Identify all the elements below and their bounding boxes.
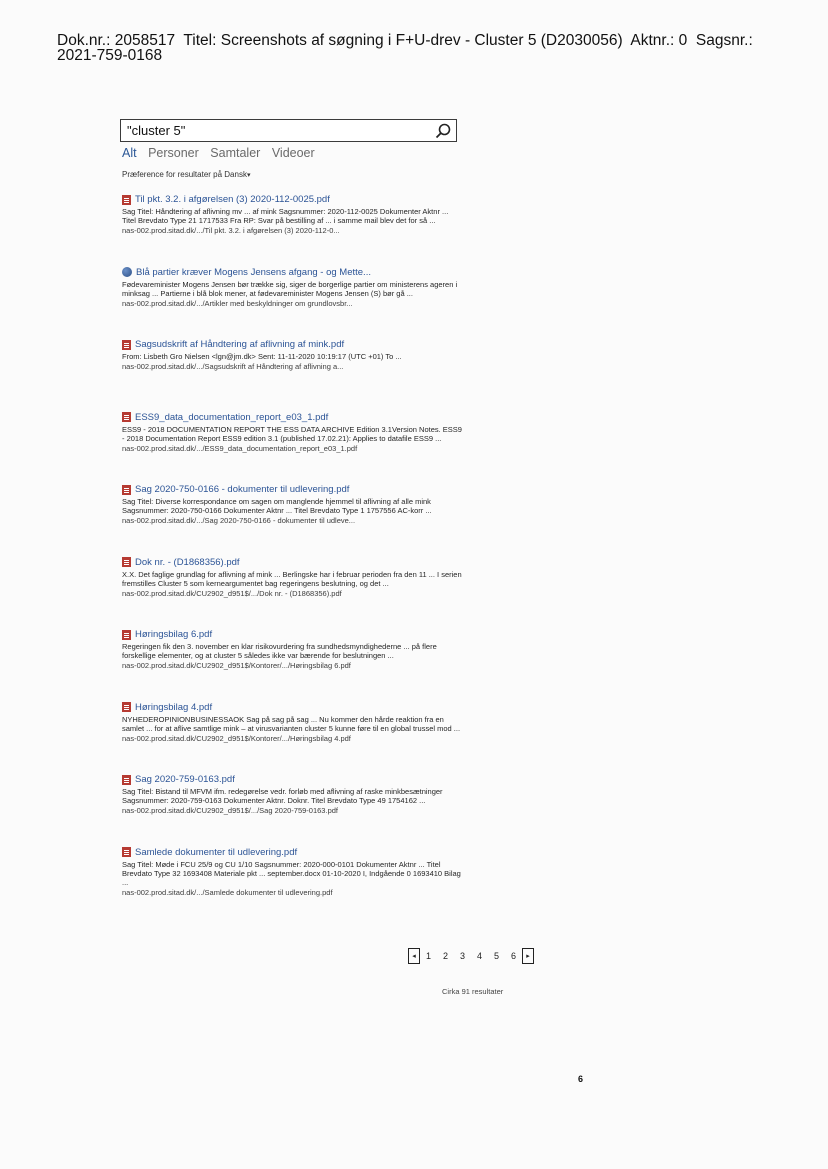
list-item (122, 267, 462, 340)
tab-samtaler[interactable]: Samtaler (210, 146, 261, 160)
result-title-link[interactable] (122, 484, 462, 495)
result-url: nas-002.prod.sitad.dk/.../ESS9_data_documentation_report_e03_1.pdf (122, 443, 358, 453)
result-title[interactable]: Høringsbilag 6.pdf (135, 629, 213, 640)
result-snippet: Regeringen fik den 3. november en klar risikovurdering fra sundhedsmyndighederne ... på flere forskellige elementer, og at cluster 5 således ikke var bærende for beslutningen ... (122, 642, 437, 661)
pdf-icon (122, 557, 131, 567)
list-item (122, 847, 462, 920)
pdf-icon (122, 412, 131, 422)
result-snippet: X.X. Det faglige grundlag for aflivning af mink ... Berlingske har i februar perioden fra den 11 ... I serien fremstilles Cluster 5 som kerneargumentet bag regeringens beslutning, og det ... (122, 569, 462, 588)
result-title[interactable]: Høringsbilag 4.pdf (135, 701, 213, 713)
result-snippet: From: Lisbeth Gro Nielsen <lgn@jm.dk> Sent: 11-11-2020 10:19:17 (UTC +01) To ... (122, 352, 402, 361)
result-snippet: Sag Titel: Bistand til MFVM ifm. redegørelse vedr. forløb med aflivning af raske minkbesætninger Sagsnummer: 2020-759-0163 Dokumenter Aktnr. Doknr. Titel Brevdato Type 49 1754162 ... (122, 787, 443, 806)
results-list (122, 194, 462, 919)
pdf-icon (122, 485, 131, 495)
result-title-link[interactable] (122, 702, 462, 713)
result-snippet: Fødevareminister Mogens Jensen bør trække sig, siger de borgerlige partier om ministerens ageren i minksag ... Partierne i blå blok mener, at fødevareminister Mogens Jensen (S) bør gå ... (122, 279, 458, 298)
tab-alt[interactable]: Alt (122, 146, 137, 160)
result-title[interactable]: Sagsudskrift af Håndtering af aflivning af mink.pdf (135, 339, 345, 350)
result-snippet: ESS9 - 2018 DOCUMENTATION REPORT THE ESS DATA ARCHIVE Edition 3.1Version Notes. ESS9 - 2018 Documentation Report ESS9 edition 3.1 (published 17.02.21): Applies to datafile ESS9 ... (122, 424, 462, 443)
chevron-down-icon[interactable]: ▾ (246, 172, 251, 179)
page-link[interactable]: 5 (493, 951, 499, 961)
list-item (122, 412, 462, 485)
language-preference-label[interactable]: Præference for resultater på Dansk (122, 170, 247, 179)
result-url: nas-002.prod.sitad.dk/CU2902_d951$/Kontorer/.../Høringsbilag 4.pdf (122, 733, 351, 743)
tab-videoer[interactable]: Videoer (271, 146, 315, 160)
result-snippet: NYHEDEROPINIONBUSINESSAOK Sag på sag på sag ... Nu kommer den hårde reaktion fra en samlet ... for at aflive samtlige mink – at virusvarianten cluster 5 kunne føre til en global trussel mod ... (122, 714, 461, 733)
result-title-link[interactable] (122, 847, 462, 858)
pdf-icon (122, 702, 131, 712)
pdf-icon (122, 340, 131, 350)
pdf-icon (122, 630, 131, 640)
list-item (122, 702, 462, 775)
document-header (57, 33, 797, 63)
doc-sagsnr-value: 2021-759-0168 (57, 47, 163, 64)
page-link[interactable]: 6 (510, 951, 516, 961)
search-query[interactable]: "cluster 5" (127, 123, 186, 138)
result-count: Cirka 91 resultater (442, 987, 504, 996)
result-url: nas-002.prod.sitad.dk/.../Sag 2020-750-0166 - dokumenter til udleve... (122, 516, 356, 526)
page-link[interactable]: 4 (476, 951, 482, 961)
search-icon[interactable] (434, 122, 452, 140)
doc-aktnr: Aktnr.: 0 (630, 32, 688, 49)
result-url: nas-002.prod.sitad.dk/CU2902_d951$/Kontorer/.../Høringsbilag 6.pdf (122, 661, 351, 671)
result-snippet: Sag Titel: Møde i FCU 25/9 og CU 1/10 Sagsnummer: 2020-000-0101 Dokumenter Aktnr ... Titel Brevdato Type 32 1693408 Materiale pkt ... september.docx 01-10-2020 I, Indgående 0 1693410 Bilag ... (122, 859, 461, 887)
doc-title: Titel: Screenshots af søgning i F+U-drev - Cluster 5 (D2030056) (183, 32, 623, 49)
result-title[interactable]: Dok nr. - (D1868356).pdf (135, 556, 240, 568)
result-title[interactable]: ESS9_data_documentation_report_e03_1.pdf (135, 411, 329, 423)
result-title-link[interactable] (122, 267, 462, 278)
list-item (122, 774, 462, 847)
result-title-link[interactable] (122, 412, 462, 423)
language-preference[interactable] (122, 170, 250, 179)
result-title-link[interactable] (122, 557, 462, 568)
doc-number: Dok.nr.: 2058517 (57, 32, 176, 49)
page-number: 6 (578, 1074, 584, 1084)
result-title[interactable]: Blå partier kræver Mogens Jensens afgang - og Mette... (136, 266, 371, 278)
result-url: nas-002.prod.sitad.dk/.../Samlede dokumenter til udlevering.pdf (122, 888, 333, 898)
search-input[interactable] (120, 119, 457, 142)
pdf-icon (122, 847, 131, 857)
next-page-button[interactable]: ▸ (522, 948, 534, 964)
pagination (408, 948, 534, 964)
result-title-link[interactable] (122, 339, 462, 350)
result-title-link[interactable] (122, 629, 462, 640)
list-item (122, 484, 462, 557)
result-snippet: Sag Titel: Diverse korrespondance om sagen om manglende hjemmel til aflivning af alle mink Sagsnummer: 2020-750-0166 Dokumenter Aktnr ... Titel Brevdato Type 1 1757556 AC-korr ... (122, 497, 432, 516)
page-link[interactable]: 1 (425, 951, 431, 961)
list-item (122, 339, 462, 412)
tab-personer[interactable]: Personer (148, 146, 199, 160)
result-title-link[interactable] (122, 194, 462, 205)
page-link[interactable]: 2 (442, 951, 448, 961)
result-title[interactable]: Sag 2020-750-0166 - dokumenter til udlevering.pdf (135, 484, 350, 495)
result-title[interactable]: Til pkt. 3.2. i afgørelsen (3) 2020-112-0025.pdf (135, 194, 330, 205)
result-url: nas-002.prod.sitad.dk/.../Til pkt. 3.2. i afgørelsen (3) 2020-112-0... (122, 226, 340, 236)
result-url: nas-002.prod.sitad.dk/.../Sagsudskrift af Håndtering af aflivning a... (122, 362, 344, 372)
pdf-icon (122, 775, 131, 785)
doc-sagsnr-label: Sagsnr.: (695, 32, 753, 49)
page-link[interactable]: 3 (459, 951, 465, 961)
list-item (122, 629, 462, 702)
search-tabs (122, 146, 323, 160)
web-icon (122, 267, 132, 277)
prev-page-button[interactable]: ◂ (408, 948, 420, 964)
result-url: nas-002.prod.sitad.dk/CU2902_d951$/.../Dok nr. - (D1868356).pdf (122, 588, 342, 598)
result-url: nas-002.prod.sitad.dk/CU2902_d951$/.../Sag 2020-759-0163.pdf (122, 806, 338, 816)
result-title-link[interactable] (122, 774, 462, 785)
pdf-icon (122, 195, 131, 205)
result-title[interactable]: Samlede dokumenter til udlevering.pdf (135, 846, 298, 858)
list-item (122, 557, 462, 630)
result-url: nas-002.prod.sitad.dk/.../Artikler med beskyldninger om grundlovsbr... (122, 298, 353, 308)
result-title[interactable]: Sag 2020-759-0163.pdf (135, 774, 235, 785)
list-item (122, 194, 462, 267)
result-snippet: Sag Titel: Håndtering af aflivning mv ... af mink Sagsnummer: 2020-112-0025 Dokumenter Aktnr ... Titel Brevdato Type 21 1717533 Fra RP: Svar på bestilling af ... i samme mail blev det for så ... (122, 207, 449, 226)
